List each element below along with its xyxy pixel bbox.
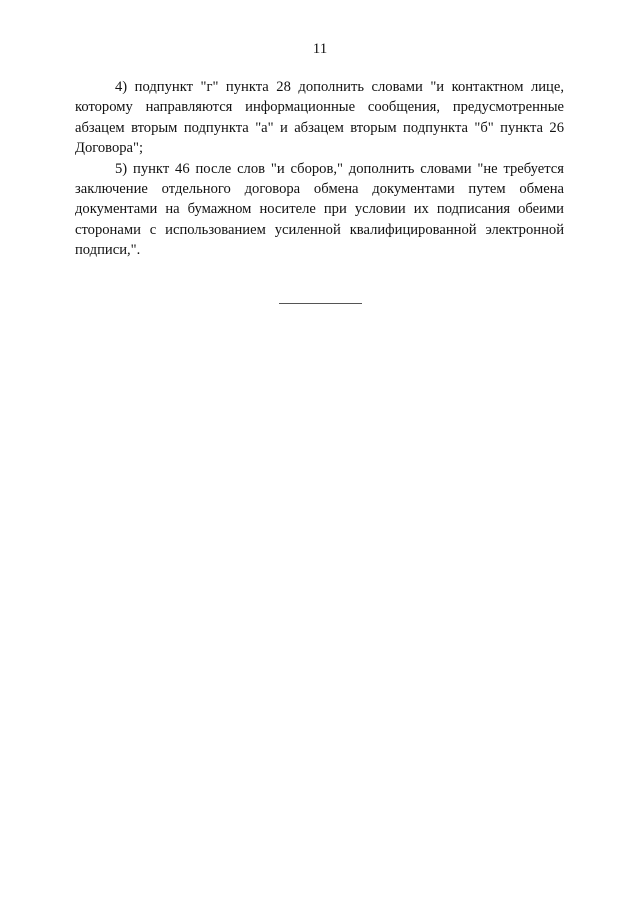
page-number: 11 xyxy=(312,41,328,57)
end-of-document-rule xyxy=(279,303,362,304)
paragraph-item-5: 5) пункт 46 после слов "и сборов," дополнить словами "не требуется заключение отдельного договора обмена документами путем обмена документами на бумажном носителе при условии их подписания обеими сторонами с использованием усиленной квалифицированной электронной подписи,". xyxy=(75,160,564,259)
paragraph-item-4: 4) подпункт "г" пункта 28 дополнить словами "и контактном лице, которому направляются информационные сообщения, предусмотренные абзацем вторым подпункта "а" и абзацем вторым подпункта "б" пункта 26 Договора"; xyxy=(75,79,564,157)
document-body xyxy=(75,77,564,261)
